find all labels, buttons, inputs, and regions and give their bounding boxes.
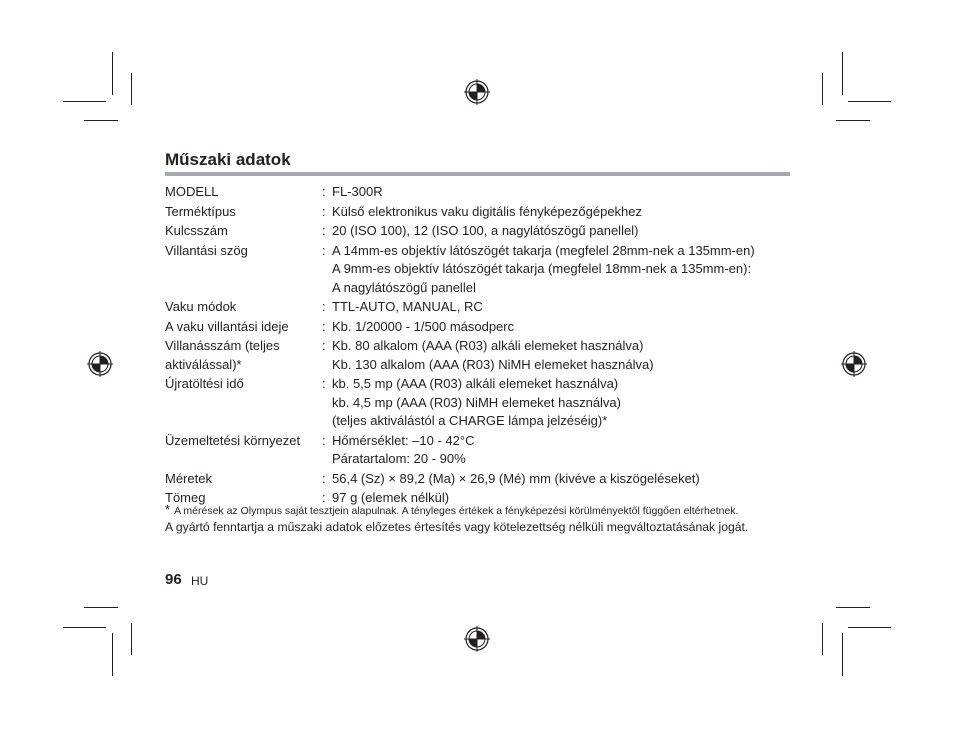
spec-label <box>165 337 322 374</box>
crop-mark <box>63 101 106 102</box>
spec-label-line: Villanásszám (teljes <box>165 338 280 353</box>
spec-value: Kb. 80 alkalom (AAA (R03) alkáli elemeket használva) <box>332 338 644 353</box>
spec-row-model <box>165 183 790 202</box>
spec-row-recycle-time <box>165 375 790 431</box>
spec-colon: : <box>322 376 326 391</box>
page-number: 96 <box>165 571 182 588</box>
spec-colon: : <box>322 470 326 486</box>
spec-row-flash-duration <box>165 318 790 337</box>
footnote <box>165 502 738 517</box>
spec-row-environment <box>165 432 790 469</box>
crop-mark <box>112 52 113 95</box>
page-title: Műszaki adatok <box>165 150 291 169</box>
spec-value: Kb. 1/20000 - 1/500 másodperc <box>332 318 515 334</box>
spec-label: Kulcsszám <box>165 223 228 238</box>
spec-value: FL-300R <box>332 184 383 199</box>
disclaimer-text: A gyártó fenntartja a műszaki adatok előzetes értesítés vagy kötelezettség nélküli megváltoztatásának jogát. <box>165 520 749 534</box>
registration-mark-icon <box>464 79 490 105</box>
spec-value: Kb. 130 alkalom (AAA (R03) NiMH elemeket használva) <box>332 356 654 372</box>
spec-value: kb. 5,5 mp (AAA (R03) alkáli elemeket használva) <box>332 376 619 391</box>
registration-mark-icon <box>464 626 490 652</box>
spec-colon: : <box>322 299 326 314</box>
spec-row-flash-angle <box>165 242 790 298</box>
crop-mark <box>848 101 891 102</box>
crop-mark <box>822 623 823 655</box>
spec-row-flash-count <box>165 337 790 374</box>
spec-label: MODELL <box>165 184 219 199</box>
page-language: HU <box>191 574 209 588</box>
spec-colon: : <box>322 432 326 448</box>
crop-mark <box>842 52 843 95</box>
crop-mark <box>842 633 843 676</box>
spec-value: TTL-AUTO, MANUAL, RC <box>332 299 483 314</box>
crop-mark <box>63 627 106 628</box>
spec-value: Hőmérséklet: –10 - 42°C <box>332 432 475 448</box>
spec-label: Méretek <box>165 470 212 486</box>
spec-label: Villantási szög <box>165 242 248 258</box>
registration-mark-icon <box>841 351 867 377</box>
spec-value: (teljes aktiválástól a CHARGE lámpa jelzéséig)* <box>332 413 608 428</box>
spec-colon: : <box>322 318 326 334</box>
spec-value: A nagylátószögű panellel <box>332 279 476 295</box>
spec-label-line: aktiválással)* <box>165 356 242 372</box>
spec-colon: : <box>322 490 326 505</box>
spec-row-type <box>165 203 790 222</box>
crop-mark <box>822 73 823 105</box>
spec-value: 20 (ISO 100), 12 (ISO 100, a nagylátószögű panellel) <box>332 223 639 238</box>
crop-mark <box>84 607 118 608</box>
spec-value: A 9mm-es objektív látószögét takarja (megfelel 18mm-nek a 135mm-en): <box>332 261 752 276</box>
spec-value: A 14mm-es objektív látószögét takarja (megfelel 28mm-nek a 135mm-en) <box>332 242 755 258</box>
spec-colon: : <box>322 223 326 238</box>
crop-mark <box>836 120 870 121</box>
spec-colon: : <box>322 203 326 219</box>
spec-value: 56,4 (Sz) × 89,2 (Ma) × 26,9 (Mé) mm (kivéve a kiszögeléseket) <box>332 470 700 486</box>
footnote-text: A mérések az Olympus saját tesztjein alapulnak. A tényleges értékek a fényképezési körülményektől függően eltérhetnek. <box>174 505 739 517</box>
crop-mark <box>848 627 891 628</box>
spec-label: Újratöltési idő <box>165 376 244 391</box>
crop-mark <box>131 73 132 105</box>
spec-label: Tömeg <box>165 490 206 505</box>
spec-value: Páratartalom: 20 - 90% <box>332 451 466 466</box>
spec-label: Üzemeltetési környezet <box>165 432 301 448</box>
spec-label: Terméktípus <box>165 203 236 219</box>
spec-value: Külső elektronikus vaku digitális fényképezőgépekhez <box>332 203 643 219</box>
crop-mark <box>836 607 870 608</box>
spec-row-dimensions <box>165 470 790 489</box>
spec-colon: : <box>322 184 326 199</box>
spec-colon: : <box>322 338 326 353</box>
spec-row-guide-number <box>165 222 790 241</box>
registration-mark-icon <box>87 351 113 377</box>
footnote-marker: * <box>165 502 171 517</box>
crop-mark <box>131 623 132 655</box>
title-underline <box>165 172 790 176</box>
spec-colon: : <box>322 242 326 258</box>
spec-row-flash-modes <box>165 298 790 317</box>
spec-value: 97 g (elemek nélkül) <box>332 490 450 505</box>
spec-label: Vaku módok <box>165 299 237 314</box>
crop-mark <box>112 633 113 676</box>
spec-label: A vaku villantási ideje <box>165 318 289 334</box>
crop-mark <box>84 120 118 121</box>
spec-table <box>165 183 790 509</box>
spec-value: kb. 4,5 mp (AAA (R03) NiMH elemeket használva) <box>332 394 621 410</box>
